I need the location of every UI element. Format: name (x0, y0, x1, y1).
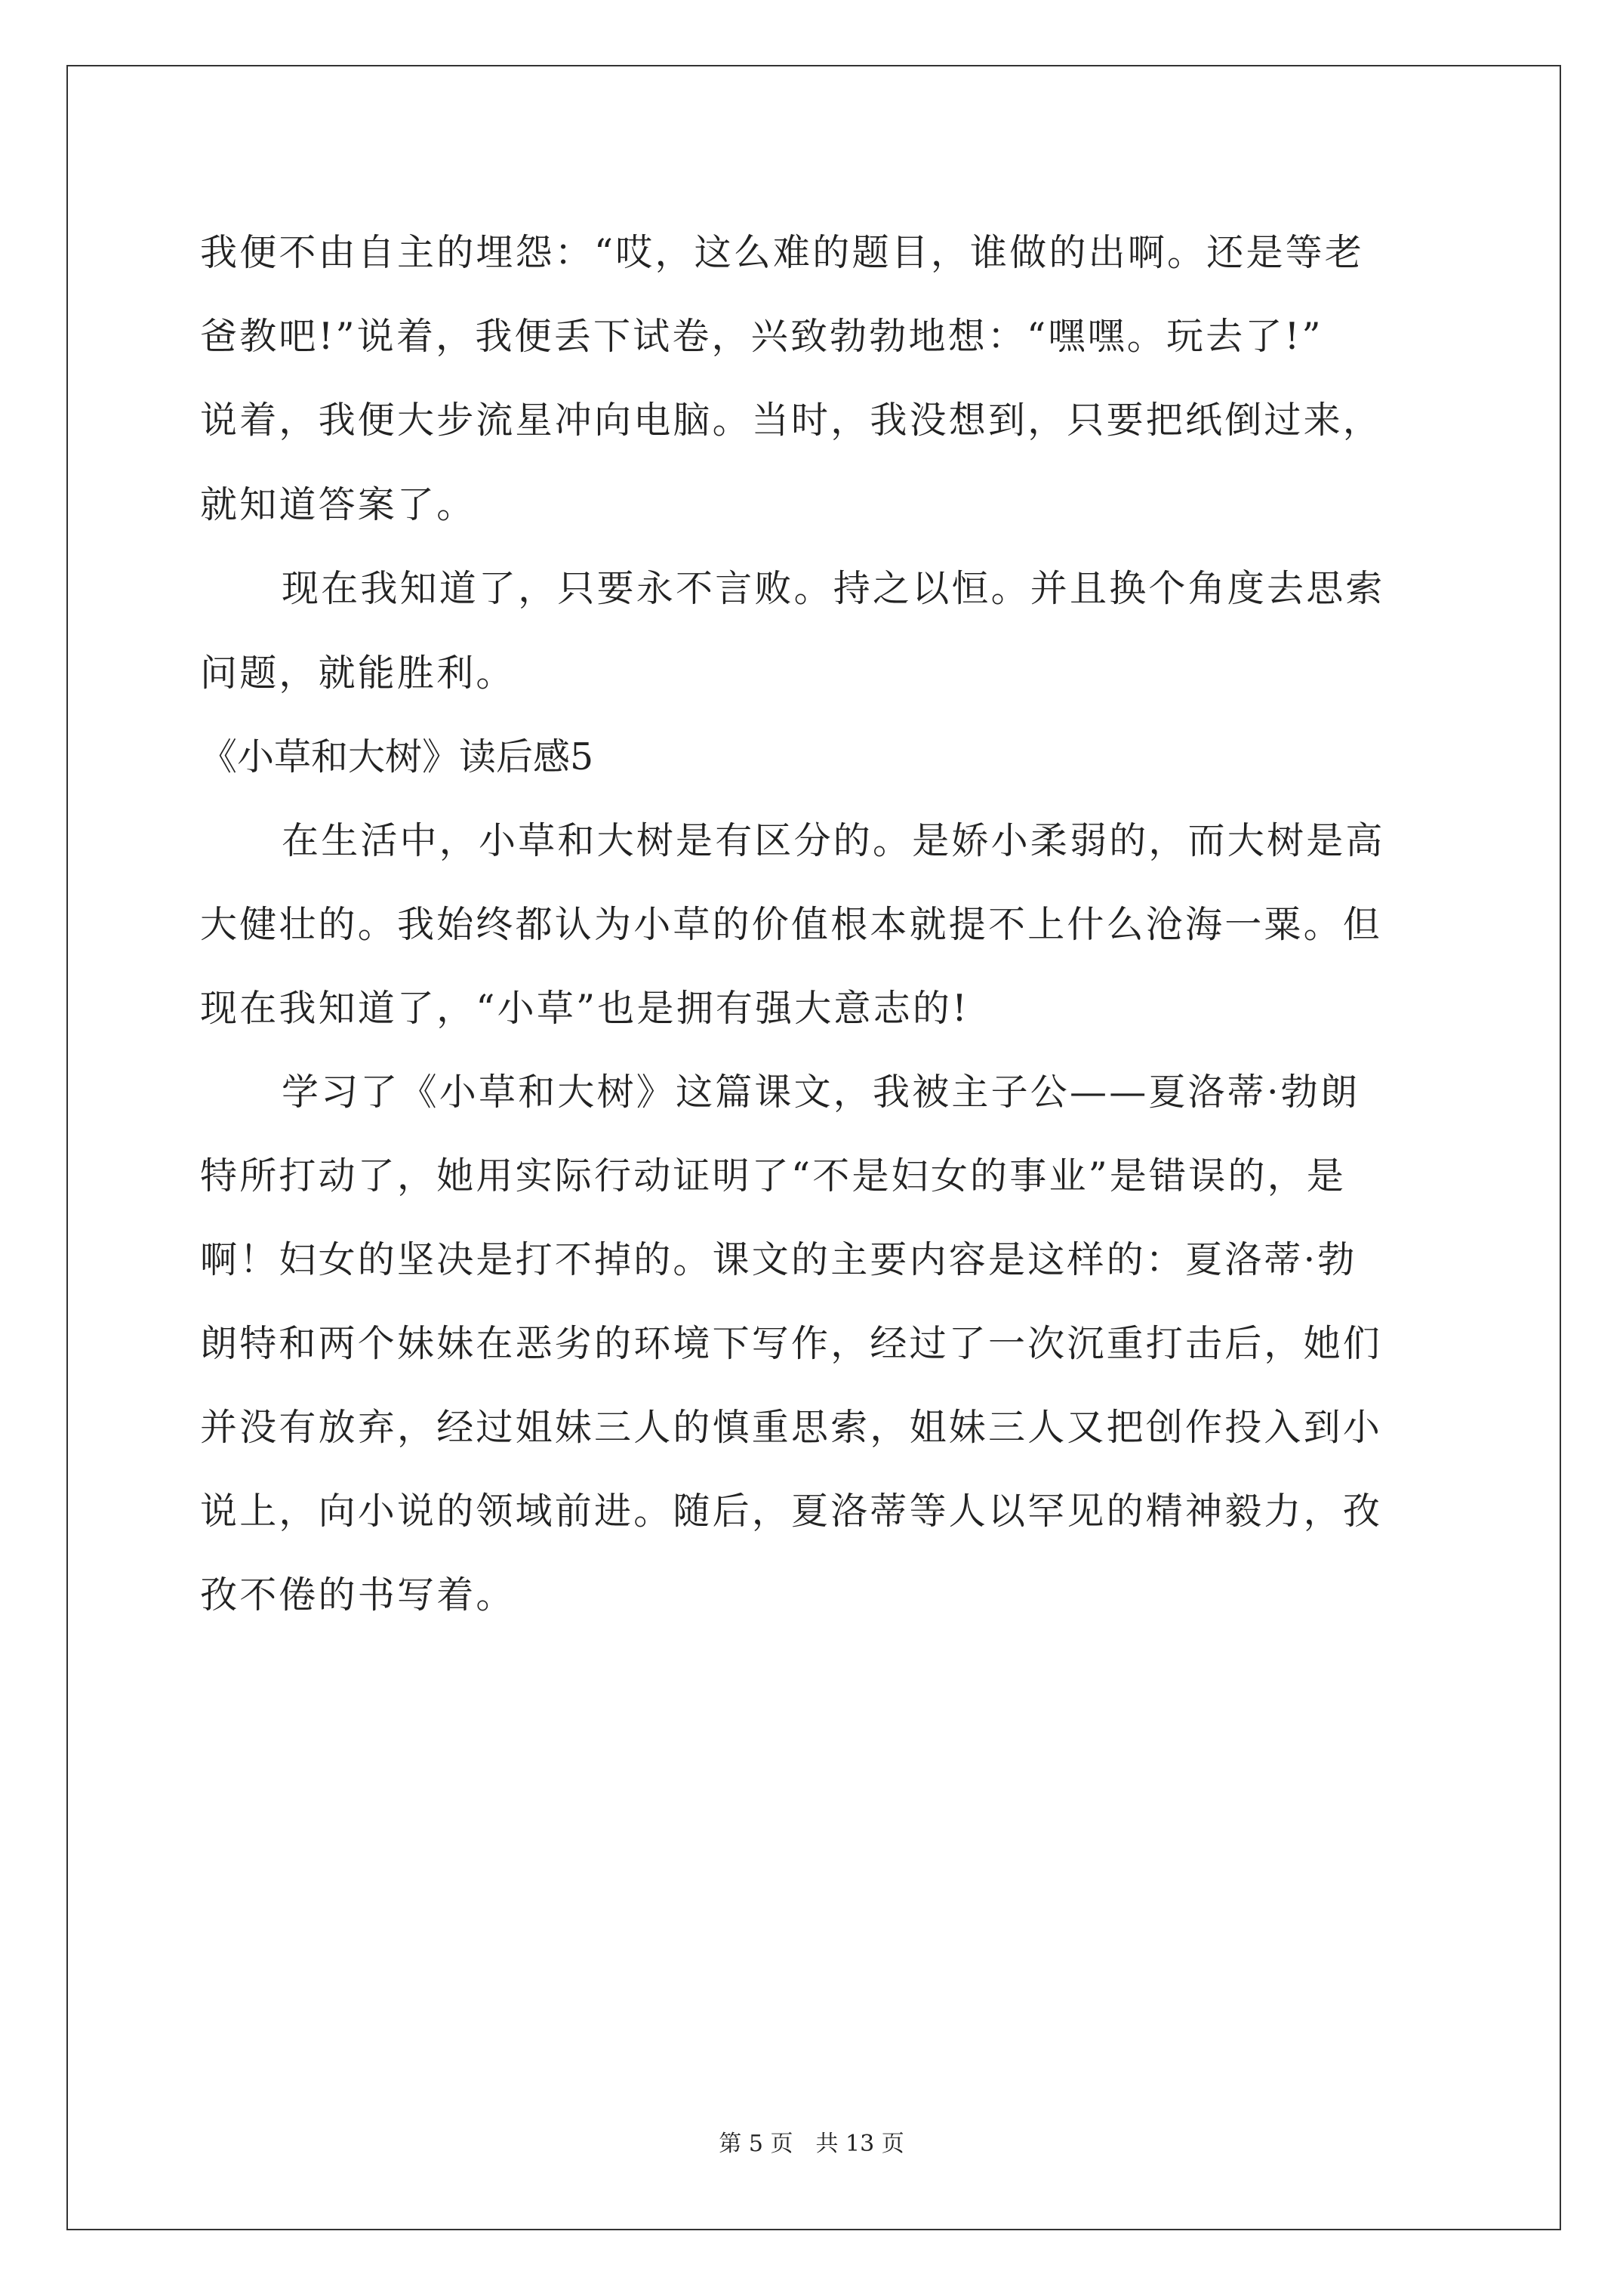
text-line: 并没有放弃，经过姐妹三人的慎重思索，姐妹三人又把创作投入到小 (200, 1406, 1383, 1449)
text-line: 现在我知道了，“小草”也是拥有强大意志的! (200, 987, 969, 1030)
text-line: 学习了《小草和大树》这篇课文，我被主子公——夏洛蒂·勃朗 (282, 1071, 1360, 1114)
page-border (66, 65, 1561, 2230)
page-number: 第 5 页 共 13 页 (719, 2131, 904, 2157)
text-line: 在生活中，小草和大树是有区分的。是娇小柔弱的，而大树是高 (282, 819, 1385, 862)
text-line: 特所打动了，她用实际行动证明了“不是妇女的事业”是错误的，是 (200, 1154, 1347, 1197)
text-line: 问题，就能胜利。 (200, 652, 516, 695)
text-line: 就知道答案了。 (200, 483, 476, 526)
text-line: 说着，我便大步流星冲向电脑。当时，我没想到，只要把纸倒过来， (200, 399, 1383, 442)
text-line: 说上，向小说的领域前进。随后，夏洛蒂等人以罕见的精神毅力，孜 (200, 1490, 1383, 1533)
text-line: 朗特和两个妹妹在恶劣的环境下写作，经过了一次沉重打击后，她们 (200, 1322, 1383, 1365)
text-line: 我便不由自主的埋怨：“哎，这么难的题目，谁做的出啊。还是等老 (200, 231, 1365, 274)
text-line: 孜不倦的书写着。 (200, 1573, 516, 1616)
text-line: 大健壮的。我始终都认为小草的价值根本就提不上什么沧海一粟。但 (200, 903, 1383, 946)
text-line: 啊！妇女的坚决是打不掉的。课文的主要内容是这样的：夏洛蒂·勃 (200, 1238, 1357, 1281)
text-line: 爸教吧!”说着，我便丢下试卷，兴致勃勃地想：“嘿嘿。玩去了!” (200, 315, 1323, 358)
page-footer (0, 2129, 1623, 2159)
text-line: 现在我知道了，只要永不言败。持之以恒。并且换个角度去思索 (282, 567, 1385, 610)
section-heading: 《小草和大树》读后感5 (200, 735, 594, 778)
